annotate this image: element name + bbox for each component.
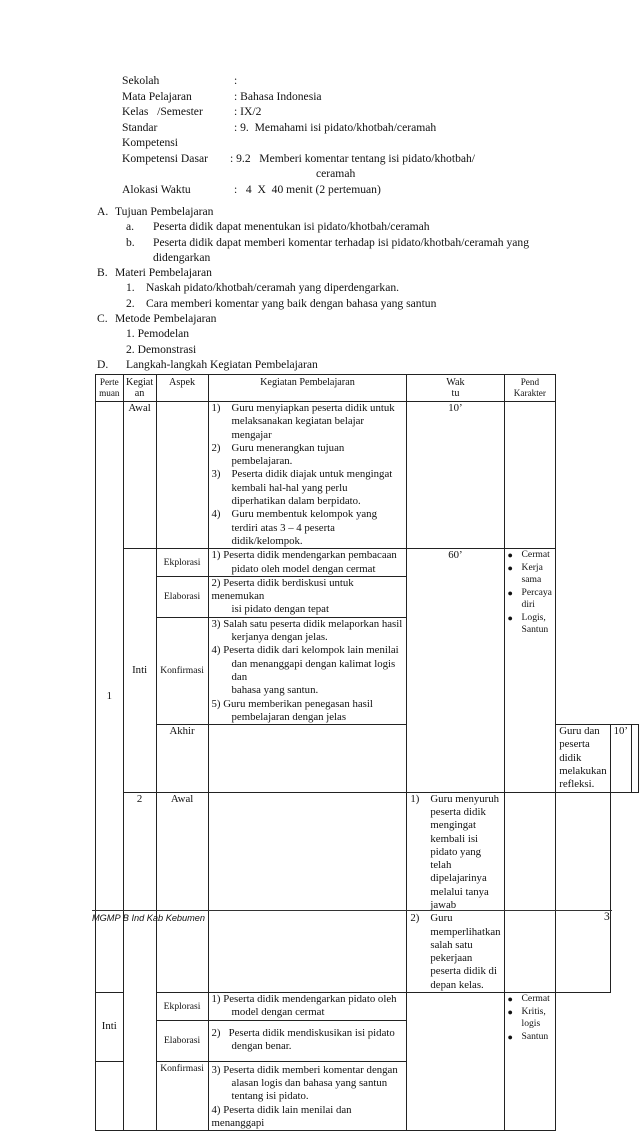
footer-text: MGMP B Ind Kab Kebumen <box>92 913 206 923</box>
info-row-sekolah <box>122 73 475 89</box>
info-row-kompetensi <box>122 135 475 151</box>
info-row-mapel <box>122 89 475 105</box>
bullet-icon: ● <box>507 612 513 623</box>
waktu-cell <box>504 792 556 992</box>
karakter-cell <box>632 725 639 792</box>
list-item: 4) Guru membentuk kelompok yang terdiri atas 3 – 4 peserta didik/kelompok. <box>211 508 377 547</box>
info-row-kd-cont <box>122 166 475 182</box>
kegiatan-cell <box>96 1061 124 1130</box>
kegiatan-label: Akhir <box>156 725 208 792</box>
item-number: a. <box>126 220 135 234</box>
page-number: 3 <box>604 911 610 923</box>
section-c-heading <box>97 311 597 326</box>
list-item <box>97 250 597 265</box>
bullet-icon: ● <box>507 1031 513 1042</box>
pertemuan-number: 1 <box>96 402 124 993</box>
info-row-standar <box>122 120 475 136</box>
kegiatan-label: Inti <box>96 993 124 1062</box>
section-letter: B. <box>97 266 108 280</box>
aspek-label: Konfirmasi <box>156 1061 208 1130</box>
info-label <box>122 166 316 182</box>
activity-cell: 3) Peserta didik memberi komentar dengan alasan logis dan bahasa yang santun tentang isi pidato. 4) Peserta didik lain menilai dan menanggapi <box>208 1061 407 1130</box>
info-value: : 9. Memahami isi pidato/khotbah/ceramah <box>234 120 437 134</box>
list-item <box>97 235 597 250</box>
aspek-label: Elaborasi <box>156 1020 208 1061</box>
activity-cell: Guru dan peserta didik melakukan refleksi. <box>556 725 610 792</box>
item-number: 2. <box>126 296 135 310</box>
list-item: ● Cermat <box>507 549 550 561</box>
list-item: ● Kerja sama <box>507 561 543 586</box>
section-a-heading <box>97 204 597 219</box>
karakter-cell <box>556 792 610 992</box>
item-text: Naskah pidato/khotbah/ceramah yang diperdengarkan. <box>146 281 400 295</box>
list-item: 3) Peserta didik diajak untuk mengingat kembali hal-hal yang perlu diperhatikan dalam berpidato. <box>211 468 393 508</box>
waktu-cell <box>407 993 504 1131</box>
info-value: : IX/2 <box>234 105 262 118</box>
info-label: Kompetensi Dasar <box>122 151 208 165</box>
table-row <box>96 792 639 992</box>
aspek-cell <box>208 725 407 792</box>
info-row-kelas <box>122 104 475 120</box>
info-value: : 4 X 40 menit (2 pertemuan) <box>234 182 381 196</box>
list-item <box>97 326 597 341</box>
info-value: ceramah <box>316 167 356 180</box>
list-item: ● Logis, Santun <box>507 611 549 636</box>
section-letter: A. <box>97 205 109 218</box>
item-text: 1. Pemodelan <box>126 327 190 341</box>
section-title: Langkah-langkah Kegiatan Pembelajaran <box>126 357 318 371</box>
table-row <box>96 1020 639 1061</box>
section-title: Metode Pembelajaran <box>115 312 217 326</box>
karakter-cell <box>504 993 556 1131</box>
table-row <box>96 725 639 792</box>
col-header-kegiatan-pembelajaran: Kegiatan Pembelajaran <box>208 375 407 402</box>
info-row-alokasi <box>122 182 475 198</box>
item-number: b. <box>126 235 135 249</box>
table-row <box>96 549 639 577</box>
bullet-icon: ● <box>507 550 513 561</box>
info-label: Kompetensi <box>122 136 179 149</box>
list-item <box>97 342 597 357</box>
bullet-icon: ● <box>507 1006 513 1017</box>
karakter-cell <box>504 402 556 549</box>
table-row <box>96 402 639 549</box>
item-text: 2. Demonstrasi <box>126 342 197 356</box>
bullet-icon: ● <box>507 994 513 1005</box>
section-title: Tujuan Pembelajaran <box>115 205 214 218</box>
waktu-cell: 10’ <box>610 725 631 792</box>
col-header-karakter: Pend Karakter <box>504 375 556 402</box>
activity-cell: 1) Peserta didik mendengarkan pidato oleh model dengan cermat <box>208 993 407 1021</box>
item-text: Peserta didik dapat menentukan isi pidato/khotbah/ceramah <box>153 220 430 234</box>
list-item: ● Percaya diri <box>507 586 552 611</box>
info-label: Kelas /Semester <box>122 105 203 118</box>
activity-cell: 3) Salah satu peserta didik melaporkan hasil kerjanya dengan jelas. 4) Peserta didik dari kelompok lain menilai dan menanggapi dengan kalimat logis dan bahasa yang santun. 5) Guru memberikan penegasan hasil pembelajaran dengan jelas <box>208 617 407 724</box>
list-item: 2) Guru memperlihatkan salah satu pekerjaan peserta didik di depan kelas. <box>410 912 501 991</box>
list-item <box>97 219 597 234</box>
table-row <box>96 993 639 1021</box>
list-item: ● Cermat <box>507 993 550 1005</box>
info-label: Sekolah <box>122 74 160 87</box>
info-value: : 9.2 Memberi komentar tentang isi pidato/khotbah/ <box>230 151 476 165</box>
list-item <box>97 280 597 295</box>
list-item: ● Santun <box>507 1030 549 1042</box>
list-item <box>97 296 597 311</box>
section-d-heading <box>97 357 597 372</box>
aspek-cell <box>156 402 208 549</box>
kegiatan-label: Inti <box>123 549 156 792</box>
section-letter: C. <box>97 312 108 326</box>
waktu-cell: 10’ <box>407 402 504 549</box>
footer-divider <box>92 910 612 911</box>
table-row <box>96 576 639 617</box>
table-header-row <box>96 375 639 402</box>
karakter-cell <box>504 549 556 792</box>
col-header-kegiatan: Kegiat an <box>123 375 156 402</box>
item-number: 1. <box>126 281 135 295</box>
pertemuan-number: 2 <box>123 792 156 1131</box>
activity-table <box>95 374 639 1131</box>
bullet-icon: ● <box>507 587 513 598</box>
aspek-label: Ekplorasi <box>156 549 208 577</box>
col-header-aspek: Aspek <box>156 375 208 402</box>
item-text: didengarkan <box>153 250 211 264</box>
item-text: Cara memberi komentar yang baik dengan bahasa yang santun <box>146 296 437 310</box>
waktu-cell: 60’ <box>407 549 504 792</box>
item-number <box>126 250 153 265</box>
section-letter: D. <box>97 357 109 371</box>
aspek-label: Ekplorasi <box>156 993 208 1021</box>
kegiatan-label: Awal <box>156 792 208 992</box>
col-header-pertemuan: Perte muan <box>96 375 124 402</box>
col-header-waktu: Wak tu <box>407 375 504 402</box>
list-item: ● Kritis, logis <box>507 1005 546 1030</box>
list-item: 2) Guru menerangkan tujuan pembelajaran. <box>211 441 345 468</box>
section-title: Materi Pembelajaran <box>115 266 212 280</box>
aspek-cell <box>208 792 407 992</box>
sections-block <box>97 204 597 372</box>
info-value: : Bahasa Indonesia <box>234 89 322 103</box>
table-row <box>96 1061 639 1130</box>
info-label: Alokasi Waktu <box>122 182 191 196</box>
activity-cell: 2) Peserta didik berdiskusi untuk menemukan isi pidato dengan tepat <box>208 576 407 617</box>
info-label: Mata Pelajaran <box>122 89 192 103</box>
activity-cell: 1) Peserta didik mendengarkan pembacaan pidato oleh model dengan cermat <box>208 549 407 577</box>
item-text: Peserta didik dapat memberi komentar terhadap isi pidato/khotbah/ceramah yang <box>153 235 530 249</box>
list-item: 1) Guru menyiapkan peserta didik untuk melaksanakan kegiatan belajar mengajar <box>211 402 395 441</box>
list-item: 1) Guru menyuruh peserta didik mengingat kembali isi pidato yang telah dipelajarinya melalui tanya jawab <box>410 792 500 911</box>
activity-cell: 2) Peserta didik mendiskusikan isi pidato dengan benar. <box>208 1020 407 1061</box>
activity-list <box>208 402 407 549</box>
info-value: : <box>234 74 238 87</box>
aspek-label: Elaborasi <box>156 576 208 617</box>
kegiatan-label: Awal <box>123 402 156 549</box>
rpp-identity-block <box>122 73 475 197</box>
aspek-label: Konfirmasi <box>156 617 208 724</box>
section-b-heading <box>97 265 597 280</box>
bullet-icon: ● <box>507 562 513 573</box>
info-row-kd <box>122 151 475 167</box>
table-row <box>96 617 639 724</box>
info-label: Standar <box>122 120 158 134</box>
activity-list <box>407 792 504 992</box>
